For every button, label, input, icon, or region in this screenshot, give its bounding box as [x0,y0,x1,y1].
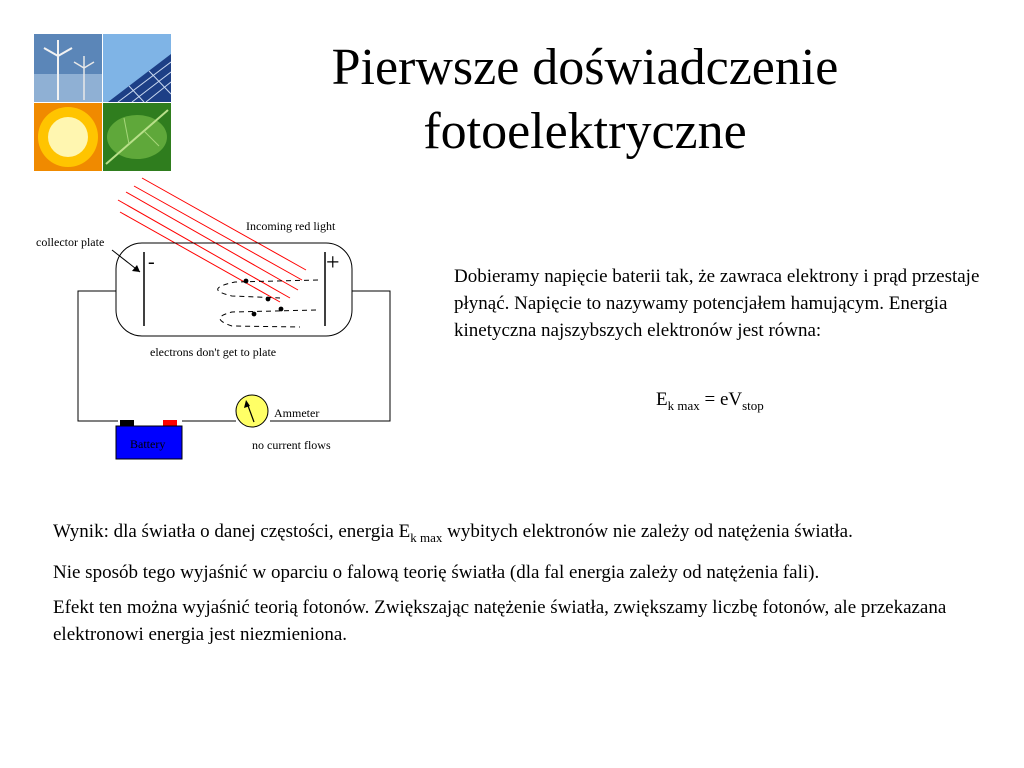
result-paragraph [53,518,963,551]
wind-turbine-image [34,34,102,102]
photon-theory-paragraph: Efekt ten można wyjaśnić teorią fotonów. Zwiększając natężenie światła, zwiększamy liczbę fotonów, ale przekazana elektronowi energia jest niezmieniona. [53,597,947,645]
plus-sign: + [326,250,340,276]
solar-panel-image [103,34,171,102]
battery-negative-terminal [120,420,134,426]
result-subscript: k max [410,530,443,545]
red-light-rays [118,178,306,302]
title-line-2: fotoelektryczne [423,103,747,160]
ammeter [236,395,268,427]
photoelectric-circuit-diagram [30,170,430,470]
formula-equals-ev: = eV [699,389,743,410]
kinetic-energy-formula [656,386,764,419]
slide-title [230,36,940,164]
current-label: no current flows [252,438,331,452]
title-line-1: Pierwsze doświadczenie [331,39,839,96]
result-text-start: Wynik: dla światła o danej częstości, energia E [53,521,411,542]
conclusions [53,518,963,656]
formula-energy-symbol: E [656,389,668,410]
incoming-light-label: Incoming red light [246,219,336,233]
wave-theory-paragraph: Nie sposób tego wyjaśnić w oparciu o falową teorię światła (dla fal energia zależy od natężenia fali). [53,562,820,583]
collector-plate-label: collector plate [36,235,105,249]
formula-voltage-subscript: stop [742,398,764,413]
sun-image [34,103,102,171]
explanation-paragraph: Dobieramy napięcie baterii tak, że zawraca elektrony i prąd przestaje płynąć. Napięcie to nazywamy potencjałem hamującym. Energia kinetyczna najszybszych elektronów jest równa: [454,266,980,341]
battery-label: Battery [130,437,166,451]
ammeter-label: Ammeter [274,406,320,420]
battery-positive-terminal [163,420,177,426]
electron-paths [218,280,318,327]
formula-energy-subscript: k max [667,398,700,413]
result-text-end: wybitych elektronów nie zależy od natężenia światła. [442,521,853,542]
minus-sign: - [148,251,155,273]
renewable-energy-logo [34,34,171,171]
electrons-label: electrons don't get to plate [150,345,277,359]
green-leaf-image [103,103,171,171]
